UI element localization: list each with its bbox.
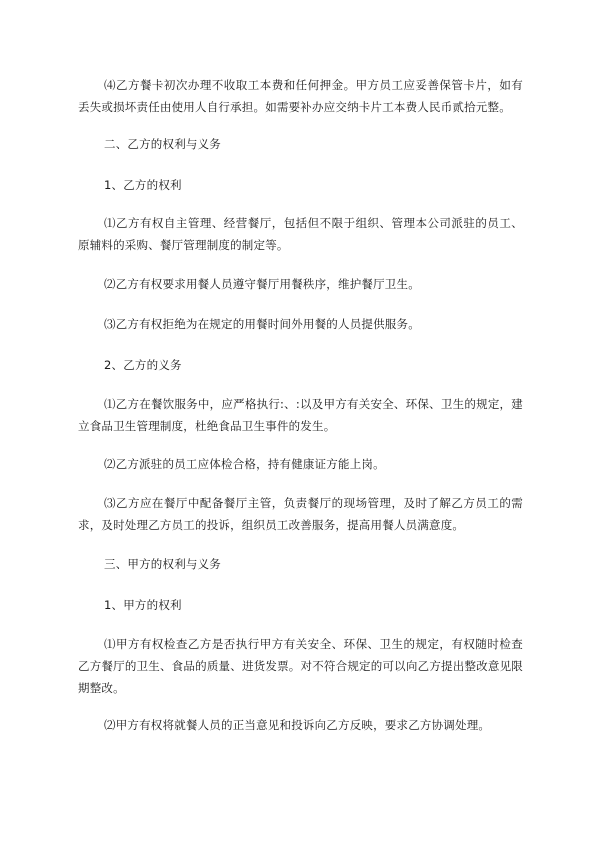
section-heading-party-a: 三、甲方的权利与义务 — [104, 557, 221, 571]
paragraph-a-right-1: ⑴甲方有权检查乙方是否执行甲方有关安全、环保、卫生的规定，有权随时检查乙方餐厅的卫生、食品的质量、进货发票。对不符合规定的可以向乙方提出整改意见限期整改。 — [78, 637, 523, 695]
paragraph-b-duty-2: ⑵乙方派驻的员工应体检合格，持有健康证方能上岗。 — [104, 457, 385, 471]
paragraph-b-duty-3: ⑶乙方应在餐厅中配备餐厅主管，负责餐厅的现场管理，及时了解乙方员工的需求，及时处理乙方员工的投诉，组织员工改善服务，提高用餐人员满意度。 — [78, 496, 523, 532]
paragraph-meal-card: ⑷乙方餐卡初次办理不收取工本费和任何押金。甲方员工应妥善保管卡片，如有丢失或损坏责任由使用人自行承担。如需要补办应交纳卡片工本费人民币贰拾元整。 — [78, 78, 523, 114]
subheading-party-b-duties: 2、乙方的义务 — [104, 358, 182, 372]
subheading-party-a-rights: 1、甲方的权利 — [104, 598, 182, 612]
section-heading-party-b: 二、乙方的权利与义务 — [104, 137, 221, 151]
paragraph-b-right-2: ⑵乙方有权要求用餐人员遵守餐厅用餐秩序，维护餐厅卫生。 — [104, 277, 420, 291]
paragraph-b-right-3: ⑶乙方有权拒绝为在规定的用餐时间外用餐的人员提供服务。 — [104, 317, 420, 331]
subheading-party-b-rights: 1、乙方的权利 — [104, 178, 182, 192]
paragraph-a-right-2: ⑵甲方有权将就餐人员的正当意见和投诉向乙方反映，要求乙方协调处理。 — [104, 718, 491, 732]
paragraph-b-duty-1: ⑴乙方在餐饮服务中，应严格执行:、:以及甲方有关安全、环保、卫生的规定，建立食品卫生管理制度，杜绝食品卫生事件的发生。 — [78, 397, 523, 433]
paragraph-b-right-1: ⑴乙方有权自主管理、经营餐厅，包括但不限于组织、管理本公司派驻的员工、原辅料的采购、餐厅管理制度的制定等。 — [78, 216, 523, 252]
